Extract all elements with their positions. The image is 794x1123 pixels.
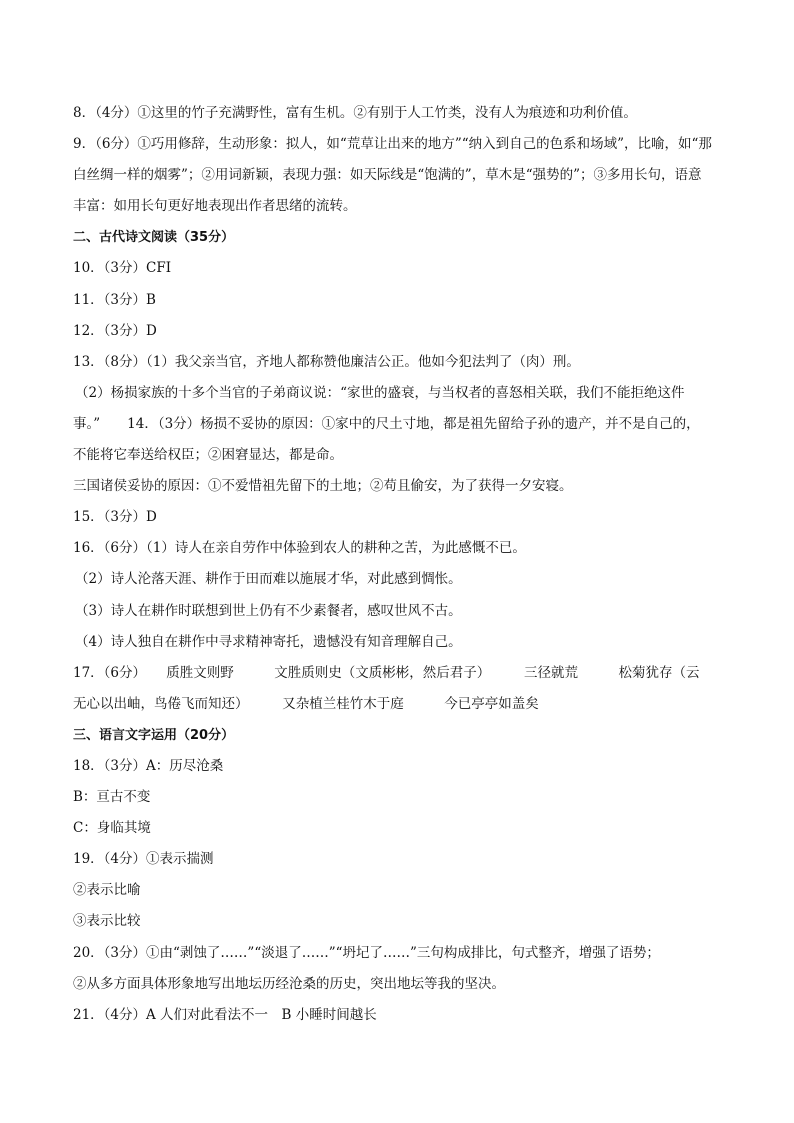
answer-16-part-4: （4）诗人独自在耕作中寻求精神寄托，遗憾没有知音理解自己。 xyxy=(75,633,462,650)
answer-11: 11．（3分）B xyxy=(73,291,156,308)
answer-12: 12．（3分）D xyxy=(73,322,157,339)
section-heading-3: 三、语言文字运用（20分） xyxy=(73,727,235,743)
answer-13-part-2-line-1: （2）杨损家族的十多个当官的子弟商议说：“家世的盛衰，与当权者的喜怒相关联，我们不能拒绝这件 xyxy=(75,384,685,401)
answer-16-part-3: （3）诗人在耕作时联想到世上仍有不少素餐者，感叹世风不古。 xyxy=(75,602,462,619)
answer-20-line-2: ②从多方面具体形象地写出地坛历经沧桑的历史，突出地坛等我的坚决。 xyxy=(73,975,505,992)
answer-15: 15．（3分）D xyxy=(73,509,157,526)
answer-sheet xyxy=(73,98,733,1031)
answer-9-line-1: 9．（6分）①巧用修辞，生动形象：拟人，如“荒草让出来的地方”“纳入到自己的色系和场域”，比喻，如“那 xyxy=(73,136,712,153)
answer-14-line-3: 三国诸侯妥协的原因：①不爱惜祖先留下的土地；②苟且偷安，为了获得一夕安寝。 xyxy=(73,478,573,495)
answer-17-line-1: 17．（6分） 质胜文则野 文胜质则史（文质彬彬，然后君子） 三径就荒 松菊犹存（云 xyxy=(73,664,700,681)
answer-14-line-2: 不能将它奉送给权臣；②困窘显达，都是命。 xyxy=(73,447,343,464)
answer-21: 21．（4分）A 人们对此看法不一 B 小睡时间越长 xyxy=(73,1006,377,1023)
answer-17-line-2: 无心以出岫，鸟倦飞而知还） 又杂植兰桂竹木于庭 今已亭亭如盖矣 xyxy=(73,695,539,712)
answer-19-2: ②表示比喻 xyxy=(73,882,141,899)
section-heading-2: 二、古代诗文阅读（35分） xyxy=(73,230,235,246)
answer-13-part-1: 13．（8分）（1）我父亲当官，齐地人都称赞他廉洁公正。他如今犯法判了（肉）刑。 xyxy=(73,353,580,370)
answer-18-a: 18．（3分）A：历尽沧桑 xyxy=(73,757,224,774)
answer-18-c: C：身临其境 xyxy=(73,820,151,837)
answer-8: 8．（4分）①这里的竹子充满野性，富有生机。②有别于人工竹类，没有人为痕迹和功利价值。 xyxy=(73,105,637,121)
answer-19-3: ③表示比较 xyxy=(73,913,141,930)
answer-16-part-2: （2）诗人沦落天涯、耕作于田而难以施展才华，对此感到惆怅。 xyxy=(75,571,462,588)
answer-9-line-2: 白丝绸一样的烟雾”；②用词新颖，表现力强：如天际线是“饱满的”，草木是“强势的”；③多用长句，语意 xyxy=(73,167,702,184)
answer-18-b: B：亘古不变 xyxy=(73,789,151,806)
answer-20-line-1: 20．（3分）①由“剥蚀了……”“淡退了……”“坍圮了……”三句构成排比，句式整齐，增强了语势； xyxy=(73,944,660,961)
answer-19-1: 19．（4分）①表示揣测 xyxy=(73,851,214,868)
answer-9-line-3: 丰富：如用长句更好地表现出作者思绪的流转。 xyxy=(73,198,357,215)
answer-16-part-1: 16．（6分）（1）诗人在亲自劳作中体验到农人的耕种之苦，为此感慨不已。 xyxy=(73,540,526,557)
answer-13-14-line: 事。” 14．（3分）杨损不妥协的原因：①家中的尺土寸地，都是祖先留给子孙的遗产，并不是自己的， xyxy=(73,415,700,432)
answer-10: 10．（3分）CFI xyxy=(73,260,172,277)
